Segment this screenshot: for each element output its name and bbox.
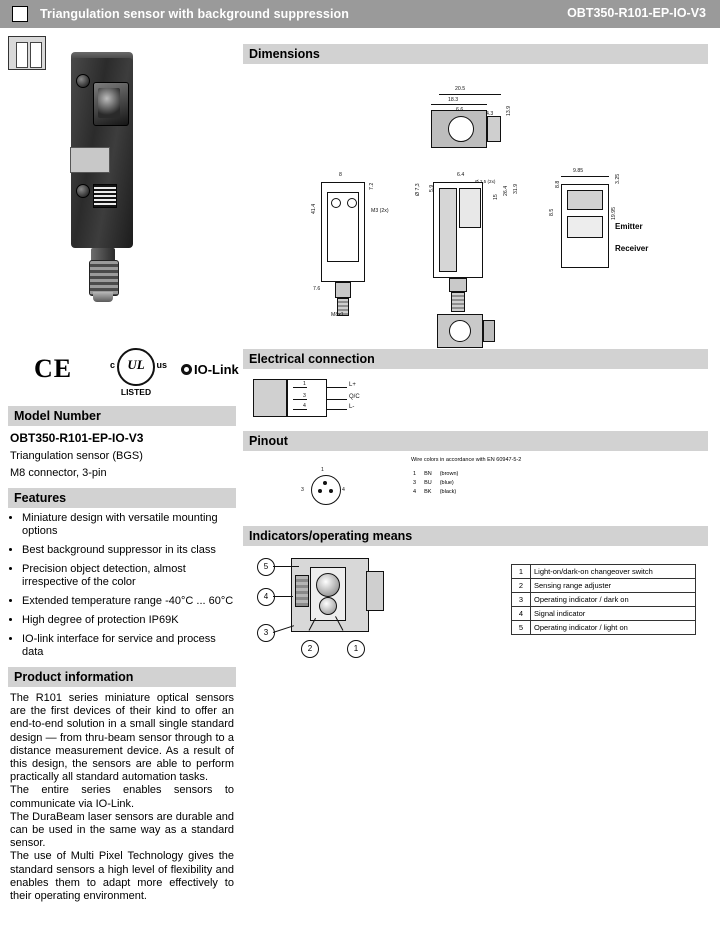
- dim-label: 31.9: [513, 183, 519, 194]
- ul-c-text: c: [110, 360, 116, 370]
- sensor-lens: [98, 88, 120, 118]
- section-model-number: Model Number: [8, 406, 236, 426]
- indicator-number: 2: [512, 579, 531, 593]
- dim-label: 20.5: [455, 86, 466, 92]
- page-header: [0, 0, 720, 28]
- connector-face-icon: [311, 475, 341, 505]
- section-pinout: Pinout: [243, 431, 708, 451]
- callout-3: 3: [257, 624, 275, 642]
- connector-number: 1: [321, 467, 324, 473]
- indicator-number: 4: [512, 607, 531, 621]
- feature-item: • Miniature design with versatile mounting options: [22, 512, 236, 538]
- elec-schematic-box: [287, 379, 327, 417]
- section-electrical-connection: Electrical connection: [243, 349, 708, 369]
- dim-label: 5.9: [429, 184, 435, 192]
- receiver-label: Receiver: [615, 244, 649, 253]
- section-dimensions: Dimensions: [243, 44, 708, 64]
- table-row: [512, 565, 696, 579]
- device-lens-lower: [319, 597, 337, 615]
- dim-label: 41.4: [311, 203, 317, 214]
- sensor-mount-hole-top: [76, 74, 90, 88]
- elec-pin-number: 4: [303, 403, 306, 409]
- elec-wire: [327, 409, 347, 410]
- indicator-number: 5: [512, 621, 531, 635]
- dim-label: M3 (2x): [371, 208, 389, 214]
- ce-mark: CE: [34, 354, 73, 383]
- dim-label: Ø 2,5 (2x): [475, 179, 496, 184]
- sensor-label: [70, 147, 110, 173]
- dim-view-mid-panel: [439, 188, 457, 272]
- elec-wire: [327, 399, 347, 400]
- table-row: [512, 579, 696, 593]
- indicator-text: Sensing range adjuster: [531, 579, 696, 593]
- product-photo: [63, 44, 153, 304]
- iolink-logo: [181, 362, 239, 377]
- sensor-connector-end: [93, 292, 113, 302]
- page-title: Triangulation sensor with background suppression: [40, 7, 350, 21]
- callout-leader: [273, 566, 299, 567]
- callout-2: 2: [301, 640, 319, 658]
- dim-view-top-tab: [487, 116, 501, 142]
- ul-listed-text: LISTED: [120, 387, 152, 397]
- dim-label: 6.6: [456, 107, 464, 113]
- dim-view-mid-neck: [449, 278, 467, 292]
- product-info-paragraph: The DuraBeam laser sensors are durable and can be used in the same way as a standard sensor.: [10, 810, 234, 850]
- device-lens-upper: [316, 573, 340, 597]
- product-info-paragraph: The use of Multi Pixel Technology gives the standard sensors a high level of flexibility and enables them to adapt more effectively to their operating environment.: [10, 850, 234, 903]
- dim-label: 18.3: [448, 97, 459, 103]
- elec-signal-label: Q/C: [349, 394, 360, 400]
- dim-label: 3.25: [615, 173, 621, 184]
- pinout-row: [413, 471, 464, 478]
- electrical-connection-drawing: [243, 369, 708, 431]
- elec-wire: [327, 387, 347, 388]
- dim-hole-icon: [347, 198, 357, 208]
- elec-wire: [293, 387, 307, 388]
- dim-label: 15: [493, 194, 499, 200]
- dim-label: 8.8: [555, 180, 561, 188]
- indicator-number: 3: [512, 593, 531, 607]
- pinout-pin: 4: [413, 489, 417, 495]
- dim-hole-icon: [331, 198, 341, 208]
- indicator-text: Light-on/dark-on changeover switch: [531, 565, 696, 579]
- dim-view-top-lens: [448, 116, 474, 142]
- connector-number: 4: [342, 487, 345, 493]
- pinout-note: Wire colors in accordance with EN 60947-5-2: [411, 457, 522, 463]
- dim-label: 6.4: [457, 172, 465, 178]
- elec-signal-label: L-: [349, 404, 355, 410]
- indicators-drawing: [243, 546, 708, 686]
- sensor-connector: [89, 260, 119, 296]
- connector-number: 3: [301, 487, 304, 493]
- pinout-code: BK: [424, 489, 432, 495]
- pinout-table: [411, 469, 466, 498]
- sensor-datamatrix-icon: [93, 184, 117, 208]
- pinout-code: BU: [424, 480, 432, 486]
- dim-view-iso-tab: [483, 320, 495, 342]
- ul-us-text: us: [156, 360, 167, 370]
- features-list: [8, 512, 236, 659]
- dim-view-mid-window: [459, 188, 481, 228]
- indicator-text: Operating indicator / dark on: [531, 593, 696, 607]
- ul-mark-icon: [110, 348, 167, 386]
- dim-label: 8.5: [549, 208, 555, 216]
- section-features: Features: [8, 488, 236, 508]
- pinout-row: [413, 489, 464, 496]
- dimensions-drawing: [243, 64, 708, 349]
- indicator-text: Operating indicator / light on: [531, 621, 696, 635]
- header-square-icon: [12, 6, 28, 22]
- ul-approval: [106, 348, 166, 397]
- elec-pin-number: 3: [303, 393, 306, 399]
- indicator-number: 1: [512, 565, 531, 579]
- dim-label: Ø 7,3: [415, 183, 421, 196]
- dim-label: 9.85: [573, 168, 584, 174]
- elec-signal-label: L+: [349, 382, 356, 388]
- feature-item: • Extended temperature range -40°C ... 60°C: [22, 595, 236, 608]
- dim-label: 26.4: [503, 185, 509, 196]
- product-info-paragraph: The entire series enables sensors to communicate via IO-Link.: [10, 784, 234, 810]
- feature-item: • IO-link interface for service and process data: [22, 633, 236, 659]
- sensing-range-adjuster-icon: [295, 575, 309, 607]
- product-info-paragraph: The R101 series miniature optical sensors are the first devices of their kind to offer an end-to-end solution in a small single standard design — from thru-beam sensor through to a distance measurement device. As a result of this design, the sensors are able to perform practically all standard automation tasks.: [10, 692, 234, 784]
- model-number-value: OBT350-R101-EP-IO-V3: [10, 431, 144, 445]
- pinout-color: (brown): [439, 471, 459, 477]
- connector-pin-dot: [329, 489, 333, 493]
- indicator-text: Signal indicator: [531, 607, 696, 621]
- section-indicators: Indicators/operating means: [243, 526, 708, 546]
- dim-line: [561, 176, 609, 177]
- callout-4: 4: [257, 588, 275, 606]
- connector-pin-dot: [323, 481, 327, 485]
- elec-wire: [293, 409, 307, 410]
- pinout-color: (black): [439, 489, 457, 495]
- pinout-row: [413, 480, 464, 487]
- iolink-text: IO-Link: [194, 362, 239, 377]
- elec-device-box: [253, 379, 287, 417]
- callout-leader: [273, 596, 293, 597]
- indicators-table: [511, 564, 696, 635]
- dim-line: [439, 94, 501, 95]
- pinout-drawing: [243, 451, 708, 526]
- pinout-pin: 1: [413, 471, 417, 477]
- right-column: [243, 44, 708, 686]
- approvals-row: [16, 342, 244, 398]
- table-row: [512, 607, 696, 621]
- header-model-number: OBT350-R101-EP-IO-V3: [567, 6, 706, 20]
- dim-view-mid-thread: [451, 292, 465, 312]
- section-product-information: Product information: [8, 667, 236, 687]
- dim-label: 8: [339, 172, 342, 178]
- dim-label: 7.2: [369, 182, 375, 190]
- dim-view-right-top: [567, 190, 603, 210]
- pinout-pin: 3: [413, 480, 417, 486]
- table-row: [512, 593, 696, 607]
- feature-item: • Best background suppressor in its class: [22, 544, 236, 557]
- dim-view-left-neck: [335, 282, 351, 298]
- elec-wire: [293, 399, 307, 400]
- emitter-label: Emitter: [615, 222, 643, 231]
- dim-label: 13.9: [506, 105, 512, 116]
- feature-item: • Precision object detection, almost irrespective of the color: [22, 563, 236, 589]
- ul-mark-text: UL: [127, 357, 145, 372]
- dim-line: [431, 104, 487, 105]
- callout-5: 5: [257, 558, 275, 576]
- product-information-block: [8, 687, 236, 903]
- dim-label: M8x1: [331, 312, 344, 318]
- dim-view-iso-lens: [449, 320, 471, 342]
- iolink-dot-icon: [181, 364, 192, 375]
- sensor-mount-hole-bottom: [76, 184, 90, 198]
- dim-label: 19.95: [611, 207, 617, 220]
- dim-label: 7.6: [313, 286, 321, 292]
- device-side-tab: [366, 571, 384, 611]
- product-category-icon: [8, 36, 46, 70]
- model-desc-2: M8 connector, 3-pin: [10, 467, 107, 479]
- elec-pin-number: 1: [303, 381, 306, 387]
- model-desc-1: Triangulation sensor (BGS): [10, 450, 143, 462]
- connector-pin-dot: [318, 489, 322, 493]
- model-number-block: [8, 426, 236, 480]
- dim-label: 4.3: [486, 111, 494, 117]
- pinout-color: (blue): [439, 480, 454, 486]
- left-column: [8, 36, 239, 903]
- table-row: [512, 621, 696, 635]
- pinout-code: BN: [424, 471, 432, 477]
- indicator-device-view: [291, 558, 369, 632]
- dim-view-right-bottom: [567, 216, 603, 238]
- feature-item: • High degree of protection IP69K: [22, 614, 236, 627]
- callout-1: 1: [347, 640, 365, 658]
